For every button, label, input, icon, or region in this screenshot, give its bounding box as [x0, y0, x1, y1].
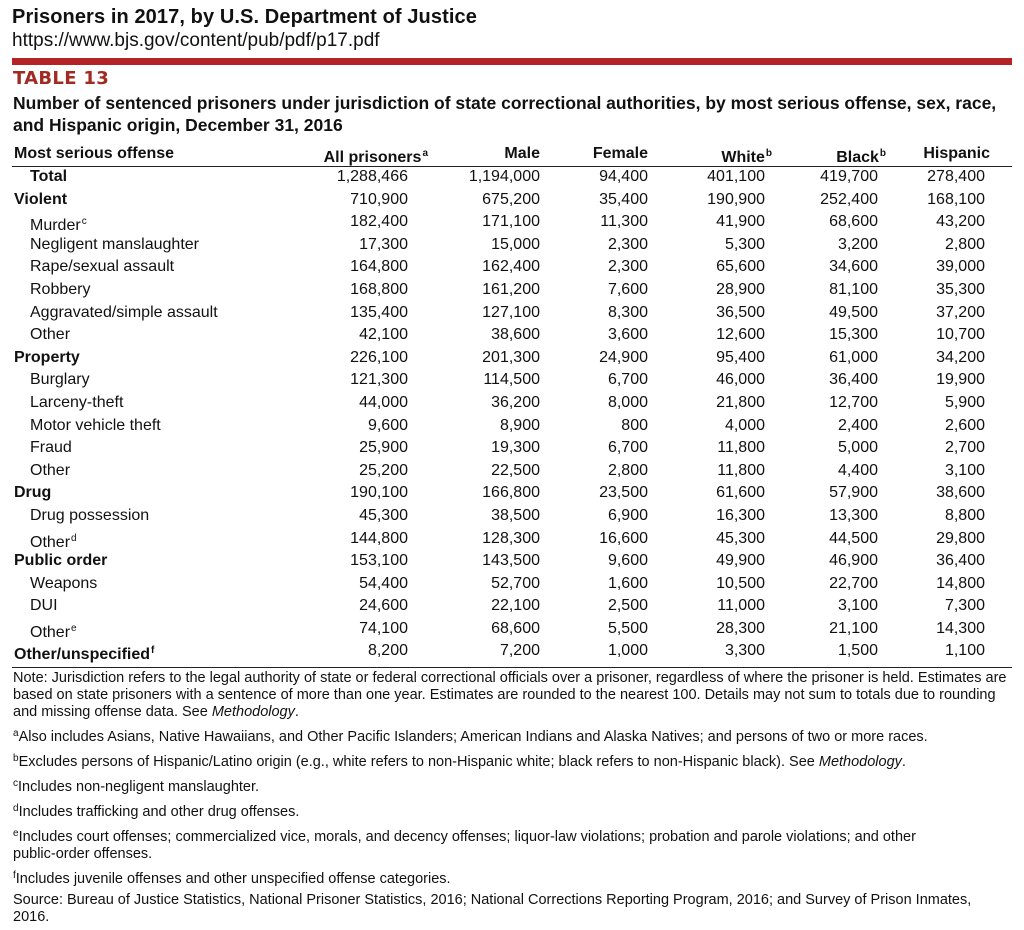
table-row	[12, 234, 1012, 257]
cell-value: 419,700	[820, 168, 878, 185]
row-label: Total	[30, 168, 68, 185]
cell-value: 54,400	[359, 574, 408, 592]
cell-value: 41,900	[716, 213, 765, 231]
cell-value: 52,700	[491, 574, 540, 592]
cell-value: 401,100	[707, 168, 765, 185]
row-label: Rape/sexual assault	[30, 258, 175, 276]
cell-value: 94,400	[599, 168, 648, 185]
column-header-all-prisoners: All prisoners$^a$	[323, 148, 428, 166]
cell-value: 4,400	[837, 461, 878, 479]
cell-value: 161,200	[482, 280, 540, 298]
source-note: Source: Bureau of Justice Statistics, National Prisoner Statistics, 2016; National Corrections Reporting Program, 2016; and Survey of Prison Inmates, 2016.	[13, 892, 972, 925]
column-header-male: Male	[504, 145, 540, 162]
cell-value: 121,300	[350, 371, 408, 389]
cell-value: 2,800	[944, 235, 985, 253]
cell-value: 45,300	[359, 506, 408, 524]
row-label: Burglary	[30, 371, 90, 389]
cell-value: 1,500	[837, 642, 878, 660]
cell-value: 164,800	[350, 258, 408, 276]
table-row	[12, 460, 1012, 483]
cell-value: 8,000	[607, 393, 648, 411]
cell-value: 49,500	[829, 303, 878, 321]
cell-value: 12,600	[716, 326, 765, 344]
note-main: Note: Jurisdiction refers to the legal authority of state or federal correctional officials over a prisoner, regardless of where the prisoner is held. Estimates are based on state prisoners with a sentence of more than one year. Estimates are rounded to the nearest 100. Details may not sum to totals due to rounding and missing offense data. See Methodology.	[13, 670, 1007, 720]
cell-value: 38,600	[936, 484, 985, 502]
cell-value: 29,800	[936, 529, 985, 547]
row-label: Fraud	[30, 439, 72, 457]
cell-value: 9,600	[367, 416, 408, 434]
cell-value: 36,200	[491, 393, 540, 411]
row-label: Drug	[14, 484, 52, 502]
column-header-female: Female	[592, 145, 648, 162]
cell-value: 2,600	[944, 416, 985, 434]
table-notes	[13, 670, 1011, 930]
cell-value: 38,500	[491, 506, 540, 524]
cell-value: 34,600	[829, 258, 878, 276]
cell-value: 3,600	[607, 326, 648, 344]
cell-value: 4,000	[724, 416, 765, 434]
cell-value: 38,600	[491, 326, 540, 344]
cell-value: 278,400	[927, 168, 985, 185]
cell-value: 19,300	[491, 439, 540, 457]
table-row	[12, 256, 1012, 279]
row-label: Murder$^c$	[30, 216, 87, 235]
table-body	[12, 166, 1012, 663]
cell-value: 34,200	[936, 348, 985, 366]
cell-value: 171,100	[482, 213, 540, 231]
cell-value: 8,200	[367, 642, 408, 660]
cell-value: 166,800	[482, 484, 540, 502]
footnote-a: $^a$Also includes Asians, Native Hawaiians, and Other Pacific Islanders; American Indians and Alaska Natives; and persons of two or more races.	[13, 728, 928, 745]
table-row	[12, 347, 1012, 370]
cell-value: 144,800	[350, 529, 408, 547]
table-row	[12, 437, 1012, 460]
table-row	[12, 392, 1012, 415]
cell-value: 7,200	[499, 642, 540, 660]
cell-value: 16,600	[599, 529, 648, 547]
cell-value: 168,800	[350, 280, 408, 298]
row-label: Weapons	[30, 574, 98, 592]
footnote-e: $^e$Includes court offenses; commercialized vice, morals, and decency offenses; liquor-law violations; probation and parole violations; and other public-order offenses.	[13, 828, 916, 862]
cell-value: 35,400	[599, 190, 648, 208]
cell-value: 65,600	[716, 258, 765, 276]
cell-value: 9,600	[607, 552, 648, 570]
table-row	[12, 324, 1012, 347]
row-label: Public order	[14, 552, 108, 570]
row-label: Violent	[14, 190, 68, 208]
row-label: Other	[30, 326, 71, 344]
cell-value: 68,600	[829, 213, 878, 231]
red-divider	[12, 58, 1012, 65]
cell-value: 3,100	[944, 461, 985, 479]
cell-value: 17,300	[359, 235, 408, 253]
cell-value: 190,900	[707, 190, 765, 208]
cell-value: 13,300	[829, 506, 878, 524]
cell-value: 39,000	[936, 258, 985, 276]
cell-value: 2,800	[607, 461, 648, 479]
row-label: Property	[14, 348, 80, 366]
cell-value: 6,700	[607, 439, 648, 457]
cell-value: 5,500	[607, 619, 648, 637]
cell-value: 6,900	[607, 506, 648, 524]
cell-value: 226,100	[350, 348, 408, 366]
cell-value: 168,100	[927, 190, 985, 208]
table-row	[12, 573, 1012, 596]
cell-value: 2,700	[944, 439, 985, 457]
cell-value: 16,300	[716, 506, 765, 524]
row-label: Aggravated/simple assault	[30, 303, 218, 321]
column-header-white: White$^b$	[721, 148, 772, 166]
cell-value: 74,100	[359, 619, 408, 637]
cell-value: 8,800	[944, 506, 985, 524]
cell-value: 1,000	[607, 642, 648, 660]
cell-value: 5,000	[837, 439, 878, 457]
table-row	[12, 505, 1012, 528]
cell-value: 28,300	[716, 619, 765, 637]
row-label: Other$^d$	[30, 532, 77, 551]
table-row	[12, 640, 1012, 663]
cell-value: 11,000	[717, 597, 765, 615]
cell-value: 68,600	[491, 619, 540, 637]
footnote-d: $^d$Includes trafficking and other drug offenses.	[13, 803, 300, 820]
cell-value: 710,900	[350, 190, 408, 208]
cell-value: 11,800	[717, 439, 765, 457]
cell-value: 10,500	[716, 574, 765, 592]
cell-value: 22,100	[491, 597, 540, 615]
cell-value: 81,100	[829, 280, 878, 298]
cell-value: 14,800	[936, 574, 985, 592]
cell-value: 3,200	[837, 235, 878, 253]
cell-value: 15,000	[491, 235, 540, 253]
table-row	[12, 415, 1012, 438]
row-label: Drug possession	[30, 506, 150, 524]
cell-value: 128,300	[482, 529, 540, 547]
cell-value: 57,900	[829, 484, 878, 502]
cell-value: 14,300	[936, 619, 985, 637]
cell-value: 44,000	[359, 393, 408, 411]
row-label: Robbery	[30, 280, 91, 298]
cell-value: 15,300	[829, 326, 878, 344]
cell-value: 800	[621, 416, 648, 434]
table-number-label: TABLE 13	[13, 68, 110, 89]
cell-value: 61,600	[716, 484, 765, 502]
cell-value: 114,500	[483, 371, 540, 389]
cell-value: 2,300	[607, 235, 648, 253]
cell-value: 19,900	[936, 371, 985, 389]
column-header-black: Black$^b$	[836, 148, 886, 166]
cell-value: 43,200	[936, 213, 985, 231]
row-label: Other	[30, 461, 71, 479]
cell-value: 22,500	[491, 461, 540, 479]
cell-value: 23,500	[599, 484, 648, 502]
cell-value: 3,300	[724, 642, 765, 660]
cell-value: 25,200	[359, 461, 408, 479]
table-row	[12, 166, 1012, 189]
cell-value: 61,000	[829, 348, 878, 366]
cell-value: 2,500	[607, 597, 648, 615]
cell-value: 24,900	[599, 348, 648, 366]
table-bottom-rule	[12, 667, 1012, 668]
cell-value: 21,800	[716, 393, 765, 411]
row-label: Larceny-theft	[30, 393, 124, 411]
cell-value: 1,194,000	[468, 168, 540, 185]
cell-value: 5,300	[724, 235, 765, 253]
cell-value: 36,500	[716, 303, 765, 321]
cell-value: 143,500	[482, 552, 540, 570]
cell-value: 95,400	[716, 348, 765, 366]
cell-value: 25,900	[359, 439, 408, 457]
cell-value: 42,100	[359, 326, 408, 344]
table-row	[12, 211, 1012, 234]
table-row	[12, 618, 1012, 641]
cell-value: 675,200	[482, 190, 540, 208]
cell-value: 35,300	[936, 280, 985, 298]
cell-value: 162,400	[482, 258, 540, 276]
source-url[interactable]: https://www.bjs.gov/content/pub/pdf/p17.pdf	[12, 30, 380, 51]
cell-value: 49,900	[716, 552, 765, 570]
footnote-b: $^b$Excludes persons of Hispanic/Latino origin (e.g., white refers to non-Hispanic white; black refers to non-Hispanic black). See Methodology.	[13, 753, 906, 770]
cell-value: 1,288,466	[336, 168, 408, 185]
document-title: Prisoners in 2017, by U.S. Department of Justice	[12, 6, 477, 28]
table-row	[12, 550, 1012, 573]
cell-value: 5,900	[944, 393, 985, 411]
cell-value: 7,600	[607, 280, 648, 298]
cell-value: 11,300	[600, 213, 648, 231]
table-row	[12, 482, 1012, 505]
cell-value: 46,000	[716, 371, 765, 389]
cell-value: 6,700	[607, 371, 648, 389]
table-caption: Number of sentenced prisoners under jurisdiction of state correctional authorities, by most serious offense, sex, race, and Hispanic origin, December 31, 2016	[13, 93, 997, 135]
cell-value: 3,100	[837, 597, 878, 615]
row-label: Other/unspecified$^f$	[14, 645, 155, 664]
table-row	[12, 369, 1012, 392]
cell-value: 36,400	[936, 552, 985, 570]
cell-value: 24,600	[359, 597, 408, 615]
cell-value: 21,100	[829, 619, 878, 637]
table-row	[12, 189, 1012, 212]
column-header-hispanic: Hispanic	[923, 145, 990, 162]
cell-value: 1,600	[607, 574, 648, 592]
cell-value: 252,400	[820, 190, 878, 208]
cell-value: 36,400	[829, 371, 878, 389]
cell-value: 190,100	[350, 484, 408, 502]
row-label: Other$^e$	[30, 622, 77, 641]
cell-value: 2,300	[607, 258, 648, 276]
cell-value: 46,900	[829, 552, 878, 570]
cell-value: 10,700	[936, 326, 985, 344]
row-label: Negligent manslaughter	[30, 235, 199, 253]
cell-value: 12,700	[829, 393, 878, 411]
cell-value: 182,400	[350, 213, 408, 231]
cell-value: 44,500	[829, 529, 878, 547]
cell-value: 153,100	[350, 552, 408, 570]
cell-value: 28,900	[716, 280, 765, 298]
cell-value: 201,300	[482, 348, 540, 366]
footnote-c: $^c$Includes non-negligent manslaughter.	[13, 778, 260, 795]
table-row	[12, 528, 1012, 551]
cell-value: 8,300	[607, 303, 648, 321]
cell-value: 11,800	[717, 461, 765, 479]
cell-value: 37,200	[936, 303, 985, 321]
cell-value: 8,900	[499, 416, 540, 434]
row-label: Motor vehicle theft	[30, 416, 161, 434]
cell-value: 2,400	[837, 416, 878, 434]
table-row	[12, 302, 1012, 325]
table-row	[12, 595, 1012, 618]
footnote-f: $^f$Includes juvenile offenses and other unspecified offense categories.	[13, 870, 451, 887]
cell-value: 7,300	[944, 597, 985, 615]
column-header-offense: Most serious offense	[14, 145, 175, 162]
cell-value: 45,300	[716, 529, 765, 547]
cell-value: 22,700	[829, 574, 878, 592]
cell-value: 135,400	[350, 303, 408, 321]
table-header-row	[12, 142, 1012, 167]
table-row	[12, 279, 1012, 302]
cell-value: 1,100	[944, 642, 985, 660]
row-label: DUI	[30, 597, 58, 615]
cell-value: 127,100	[482, 303, 540, 321]
